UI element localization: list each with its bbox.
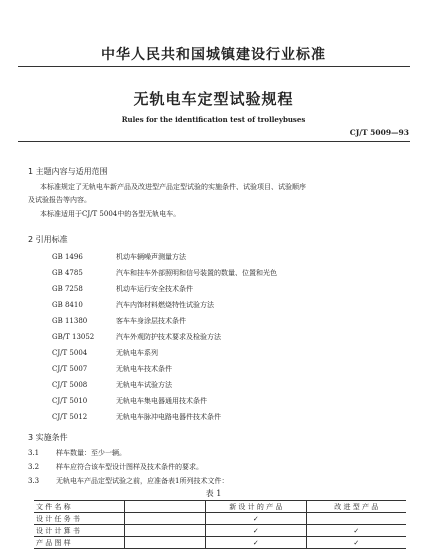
reference-code: GB 4785 [52, 269, 83, 277]
reference-item [52, 284, 193, 294]
reference-code: GB 8410 [52, 301, 83, 309]
document-title: 无轨电车定型试验规程 [133, 90, 294, 108]
reference-title: 机动车运行安全技术条件 [116, 285, 193, 293]
clause-number: 3.1 [28, 449, 40, 457]
table-cell: ✓ [206, 513, 306, 525]
table-row [34, 537, 406, 549]
table-cell: 设 计 任 务 书 [34, 513, 124, 525]
standard-header: 中华人民共和国城镇建设行业标准 [101, 47, 326, 63]
reference-title: 汽车外观防护技术要求及检验方法 [116, 333, 221, 341]
table-cell: 设 计 计 算 书 [34, 525, 124, 537]
table-header-cell: 新 设 计 的 产 品 [206, 501, 306, 513]
section-1-para-1-line-2: 及试验报告等内容。 [28, 196, 91, 204]
table-header-cell: 文 件 名 称 [34, 501, 124, 513]
reference-item [52, 364, 172, 374]
table-header-cell: 改 进 型 产 品 [306, 501, 406, 513]
table-cell [124, 525, 205, 537]
section-1-heading: 1 主题内容与适用范围 [28, 167, 108, 176]
reference-code: GB/T 13052 [52, 333, 95, 341]
reference-item [52, 348, 158, 358]
reference-item [52, 300, 214, 310]
reference-title: 无轨电车脉冲电路电器件技术条件 [116, 413, 221, 421]
reference-item [52, 316, 186, 326]
table-cell: ✓ [206, 537, 306, 549]
section-1-para-2: 本标准适用于CJ/T 5004中的各型无轨电车。 [40, 210, 181, 218]
standard-code: CJ/T 5009—93 [349, 128, 409, 137]
reference-code: GB 1496 [52, 253, 83, 261]
reference-item [52, 396, 207, 406]
table-header-cell [124, 501, 205, 513]
reference-code: GB 11380 [52, 317, 88, 325]
reference-code: CJ/T 5012 [52, 413, 88, 421]
table-row [34, 525, 406, 537]
reference-code: CJ/T 5004 [52, 349, 88, 357]
clause-item [28, 462, 203, 472]
reference-title: 无轨电车系列 [116, 349, 158, 357]
table-cell: ✓ [306, 537, 406, 549]
reference-item [52, 252, 186, 262]
clause-text: 无轨电车产品定型试验之前，应准备表1所列技术文件： [56, 477, 229, 485]
clause-text: 样车数量：至少一辆。 [56, 449, 126, 457]
header-rule [18, 66, 410, 67]
table-1-title: 表 1 [205, 489, 222, 498]
section-3-heading: 3 实施条件 [28, 433, 68, 442]
table-cell: 产 品 图 样 [34, 537, 124, 549]
table-cell [124, 537, 205, 549]
reference-code: CJ/T 5008 [52, 381, 88, 389]
table-cell [124, 513, 205, 525]
reference-title: 机动车辆噪声测量方法 [116, 253, 186, 261]
clause-number: 3.2 [28, 463, 40, 471]
reference-item [52, 412, 221, 422]
clause-number: 3.3 [28, 477, 40, 485]
reference-item [52, 332, 221, 342]
table-cell: ✓ [206, 525, 306, 537]
clause-text: 样车应符合该车型设计图样及技术条件的要求。 [56, 463, 203, 471]
document-subtitle: Rules for the identification test of trolleybuses [121, 115, 306, 124]
reference-title: 汽车内饰材料燃烧特性试验方法 [116, 301, 214, 309]
table-1 [34, 500, 406, 549]
section-1-para-1-line-1: 本标准规定了无轨电车新产品及改进型产品定型试验的实施条件、试验项目、试验顺序 [40, 183, 306, 191]
table-cell: ✓ [306, 525, 406, 537]
reference-code: CJ/T 5007 [52, 365, 88, 373]
reference-title: 无轨电车试验方法 [116, 381, 172, 389]
reference-item [52, 380, 172, 390]
table-cell [306, 513, 406, 525]
table-row [34, 513, 406, 525]
section-2-heading: 2 引用标准 [28, 235, 68, 244]
reference-title: 无轨电车技术条件 [116, 365, 172, 373]
reference-title: 无轨电车集电器通用技术条件 [116, 397, 207, 405]
reference-code: CJ/T 5010 [52, 397, 88, 405]
reference-title: 客车车身涂层技术条件 [116, 317, 186, 325]
reference-item [52, 268, 277, 278]
reference-code: GB 7258 [52, 285, 83, 293]
clause-item [28, 448, 126, 458]
title-rule [18, 141, 410, 142]
clause-item [28, 476, 228, 486]
table-header-row [34, 501, 406, 513]
reference-title: 汽车和挂车外部照明和信号装置的数量、位置和光色 [116, 269, 277, 277]
